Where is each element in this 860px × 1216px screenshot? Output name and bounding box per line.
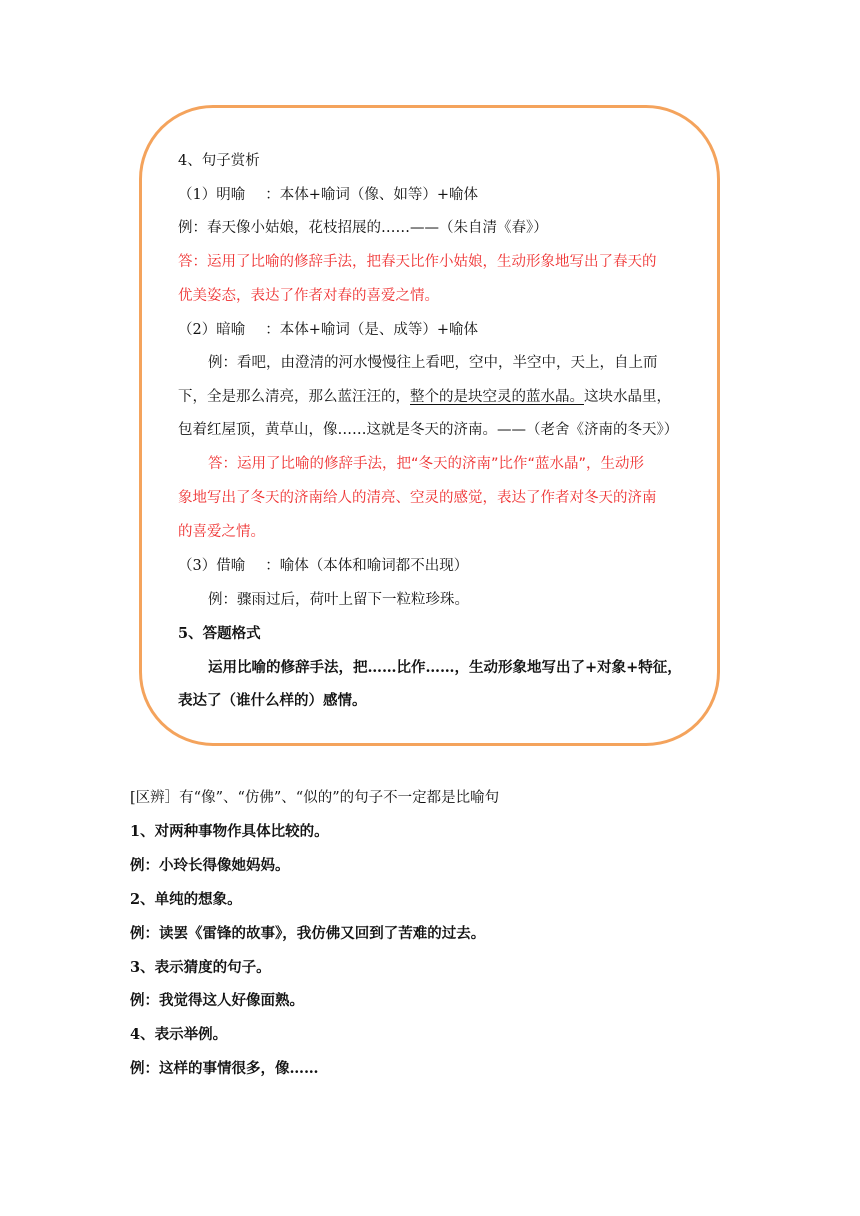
distinguish-example-4: 例：这样的事情很多，像…… <box>130 1060 319 1077</box>
simile-example: 例：春天像小姑娘，花枝招展的……——（朱自清《春》） <box>178 220 548 236</box>
distinguish-heading-3: 3、表示猜度的句子。 <box>130 959 271 976</box>
metaphor-answer-line-1: 答：运用了比喻的修辞手法，把“冬天的济南”比作“蓝水晶”，生动形 <box>208 456 645 472</box>
loan-formula: ：喻体（本体和喻词都不出现） <box>265 558 469 574</box>
metaphor-definition <box>178 321 478 339</box>
metaphor-answer-line-3: 的喜爱之情。 <box>178 524 265 540</box>
distinguish-example-2: 例：读罢《雷锋的故事》，我仿佛又回到了苦难的过去。 <box>130 925 486 942</box>
distinguish-heading-1: 1、对两种事物作具体比较的。 <box>130 823 329 840</box>
simile-definition <box>178 186 478 204</box>
answer-format-line-1: 运用比喻的修辞手法，把……比作……，生动形象地写出了+对象+特征， <box>208 659 682 676</box>
metaphor-example-line-2 <box>178 388 671 406</box>
metaphor-example-underlined: 整个的是块空灵的蓝水晶。 <box>410 389 584 405</box>
section-heading-5: 5、答题格式 <box>178 625 261 642</box>
simile-formula: ：本体+喻词（像、如等）+喻体 <box>265 187 479 203</box>
metaphor-example-text-a: 下，全是那么清亮，那么蓝汪汪的， <box>178 389 410 405</box>
metaphor-example-text-b: 这块水晶里， <box>584 389 671 405</box>
simile-label: （1）明喻 <box>178 187 246 203</box>
metaphor-formula: ：本体+喻词（是、成等）+喻体 <box>265 322 479 338</box>
distinguish-example-3: 例：我觉得这人好像面熟。 <box>130 992 304 1009</box>
distinguish-title: [区辨］有“像”、“仿佛”、“似的”的句子不一定都是比喻句 <box>130 790 500 806</box>
loan-example: 例：骤雨过后，荷叶上留下一粒粒珍珠。 <box>208 592 469 608</box>
metaphor-answer-line-2: 象地写出了冬天的济南给人的清亮、空灵的感觉，表达了作者对冬天的济南 <box>178 490 657 506</box>
loan-label: （3）借喻 <box>178 558 246 574</box>
distinguish-example-1: 例：小玲长得像她妈妈。 <box>130 857 290 874</box>
metaphor-example-line-1: 例：看吧，由澄清的河水慢慢往上看吧，空中，半空中，天上，自上而 <box>208 355 658 371</box>
metaphor-label: （2）暗喻 <box>178 322 246 338</box>
simile-answer-line-1: 答：运用了比喻的修辞手法，把春天比作小姑娘，生动形象地写出了春天的 <box>178 254 657 270</box>
section-heading-4: 4、句子赏析 <box>178 153 260 169</box>
metaphor-example-line-3: 包着红屋顶，黄草山，像……这就是冬天的济南。——（老舍《济南的冬天》） <box>178 422 679 438</box>
loan-metaphor-definition <box>178 557 468 575</box>
simile-answer-line-2: 优美姿态，表达了作者对春的喜爱之情。 <box>178 288 439 304</box>
distinguish-heading-4: 4、表示举例。 <box>130 1026 228 1043</box>
distinguish-heading-2: 2、单纯的想象。 <box>130 891 242 908</box>
answer-format-line-2: 表达了（谁什么样的）感情。 <box>178 692 367 709</box>
